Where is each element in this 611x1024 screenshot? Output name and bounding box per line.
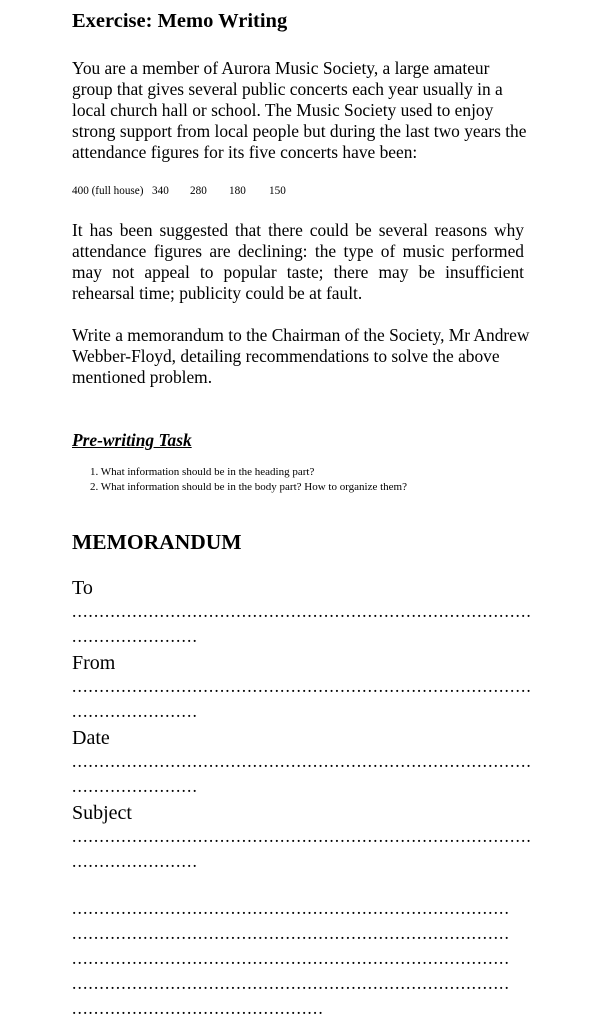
memo-date-fill-line[interactable] — [72, 751, 533, 771]
memorandum-title: MEMORANDUM — [72, 530, 242, 554]
memo-to-fill-line[interactable] — [72, 626, 196, 646]
memo-to-fill-line[interactable] — [72, 601, 533, 621]
pre-writing-heading: Pre-writing Task — [72, 430, 192, 450]
pre-writing-question: 1. What information should be in the heading part? — [90, 466, 315, 478]
attendance-figure: 150 — [269, 185, 286, 197]
intro-paragraph: You are a member of Aurora Music Society, a large amateur group that gives several public concerts each year usually in a local church hall or school. The Music Society used to enjoy strong support from local people but during the last two years the attendance figures for its five concerts have been: — [72, 58, 527, 162]
instruction-paragraph: Write a memorandum to the Chairman of the Society, Mr Andrew Webber-Floyd, detailing recommendations to solve the above mentioned problem. — [72, 325, 530, 387]
memo-from-fill-line[interactable] — [72, 676, 533, 696]
memo-date-fill-line[interactable] — [72, 776, 196, 796]
memo-body-fill-line[interactable] — [72, 948, 510, 968]
pre-writing-questions — [90, 465, 407, 494]
memo-from-label: From — [72, 652, 116, 674]
attendance-figure: 180 — [229, 185, 246, 197]
attendance-figure: 340 — [152, 185, 169, 197]
exercise-title: Exercise: Memo Writing — [72, 10, 288, 32]
memo-from-fill-line[interactable] — [72, 701, 196, 721]
attendance-figure: 280 — [190, 185, 207, 197]
memo-subject-fill-line[interactable] — [72, 826, 533, 846]
attendance-figure: 400 (full house) — [72, 185, 144, 197]
memo-to-label: To — [72, 577, 93, 599]
memo-body-fill-line[interactable] — [72, 998, 324, 1018]
pre-writing-question: 2. What information should be in the body part? How to organize them? — [90, 480, 407, 493]
reasons-paragraph: It has been suggested that there could be several reasons why attendance figures are declining: the type of music performed may not appeal to popular taste; there may be insufficient rehearsal time; publicity could be at fault. — [72, 220, 524, 303]
memo-body-fill-line[interactable] — [72, 923, 510, 943]
memo-body-fill-line[interactable] — [72, 898, 510, 918]
memo-subject-label: Subject — [72, 802, 132, 824]
memo-date-label: Date — [72, 727, 110, 749]
memo-subject-fill-line[interactable] — [72, 851, 196, 871]
memo-body-fill-line[interactable] — [72, 973, 510, 993]
